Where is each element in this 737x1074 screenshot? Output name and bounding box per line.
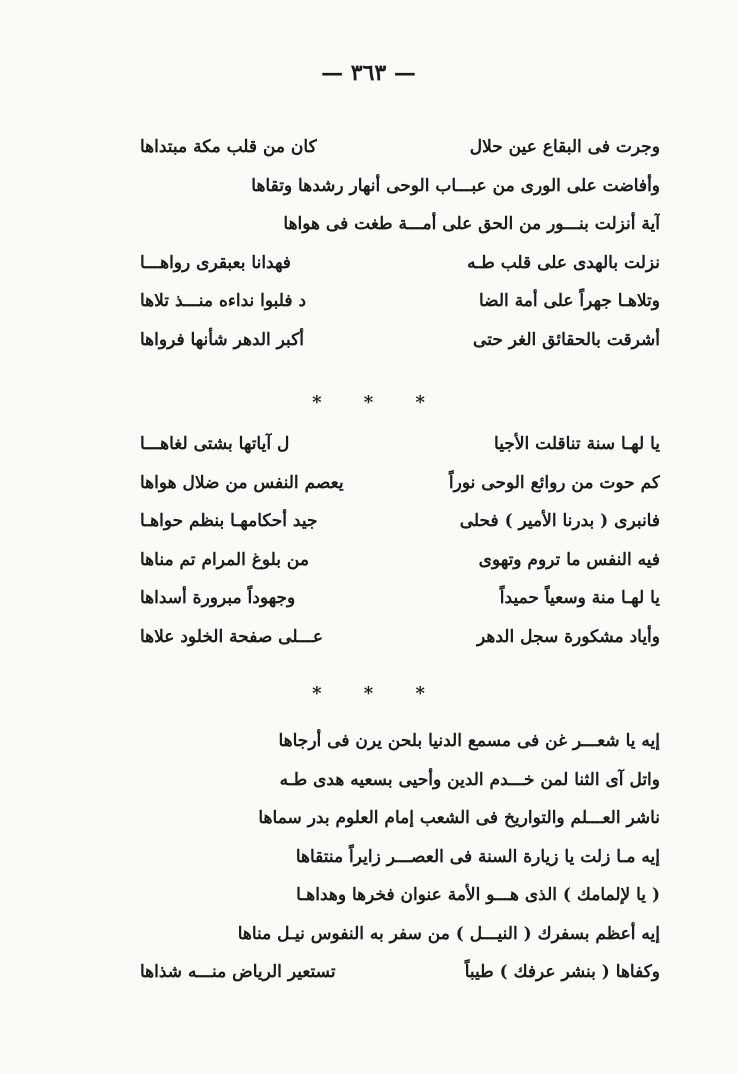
verse-line: وأفاضت على الورى من عبـــاب الوحى أنهار رشدها وتقاها — [251, 175, 660, 196]
verse-line — [140, 502, 660, 541]
verse-line: ناشر العـــلم والتواريخ فى الشعب إمام العلوم بدر سماها — [258, 808, 660, 828]
verse-line — [140, 618, 660, 657]
hemistich-first: أشرقت بالحقائق الغر حتى — [473, 329, 660, 350]
poem-stanza-3 — [140, 722, 660, 992]
hemistich-second: وجهوداً مبرورة أسداها — [140, 588, 296, 608]
hemistich-first: وكفاها ( بنشر عرفك ) طيباً — [464, 962, 660, 982]
asterisk: * — [415, 683, 425, 704]
asterisk: * — [363, 392, 374, 413]
asterisk: * — [415, 392, 425, 413]
asterisk: * — [363, 683, 374, 704]
hemistich-second: من بلوغ المرام تم مناها — [140, 549, 309, 570]
verse-line — [140, 579, 660, 618]
hemistich-first: وأياد مشكورة سجل الدهر — [477, 626, 660, 647]
verse-line — [140, 321, 660, 360]
hemistich-second: أكبر الدهر شأنها فرواها — [140, 329, 305, 350]
page-number: — ٣٦٣ — — [321, 60, 416, 86]
hemistich-first: يا لهـا سنة تناقلت الأجيا — [494, 434, 660, 454]
hemistich-first: فانبرى ( بدرنا الأمير ) فحلى — [459, 511, 660, 531]
hemistich-first: نزلت بالهدى على قلب طـه — [467, 252, 660, 273]
verse-line: إيه يا شعـــر غن فى مسمع الدنيا بلحن يرن فى أرجاها — [278, 731, 660, 751]
poem-stanza-2 — [140, 425, 660, 656]
verse-line: إيه مـا زلت يا زيارة السنة فى العصـــر زايراً منتقاها — [295, 846, 660, 867]
verse-line — [140, 244, 660, 283]
hemistich-second: د فلبوا نداءه منـــذ تلاها — [140, 291, 307, 311]
verse-line — [140, 953, 660, 992]
hemistich-second: كان من قلب مكة مبتداها — [140, 137, 317, 157]
hemistich-first: كم حوت من روائع الوحى نوراً — [448, 472, 660, 493]
hemistich-first: يا لهـا منة وسعياً حميداً — [499, 588, 660, 608]
verse-line: آية أنزلت بنـــور من الحق على أمـــة طغت فى هواها — [283, 214, 660, 234]
poem-stanza-1 — [140, 128, 660, 359]
hemistich-second: تستعير الرياض منـــه شذاها — [140, 962, 336, 982]
hemistich-first: وتلاهـا جهراً على أمة الضا — [478, 291, 660, 311]
hemistich-second: فهدانا بعبقرى رواهـــا — [140, 252, 291, 273]
verse-line: واتل آى الثنا لمن خـــدم الدين وأحيى بسعيه هدى طـه — [279, 769, 660, 790]
hemistich-first: فيه النفس ما تروم وتهوى — [478, 549, 660, 570]
verse-line — [140, 464, 660, 503]
verse-line — [140, 541, 660, 580]
hemistich-second: ل آياتها بشتى لغاهـــا — [140, 434, 290, 454]
verse-line: ( يا لإلمامك ) الذى هـــو الأمة عنوان فخرها وهداهـا — [296, 885, 660, 905]
verse-line — [140, 425, 660, 464]
verse-line: إيه أعظم بسفرك ( النيـــل ) من سفر به النفوس نيـل مناها — [237, 923, 660, 944]
asterisk: * — [312, 392, 322, 413]
asterisk: * — [312, 683, 322, 704]
verse-line — [140, 128, 660, 167]
hemistich-second: يعصم النفس من ضلال هواها — [140, 472, 344, 493]
hemistich-second: عـــلى صفحة الخلود علاها — [140, 626, 324, 647]
verse-line — [140, 282, 660, 321]
hemistich-second: جيد أحكامهـا بنظم حواهـا — [140, 511, 318, 531]
stanza-separator — [0, 683, 737, 704]
hemistich-first: وجرت فى البقاع عين حلال — [469, 137, 660, 157]
stanza-separator — [0, 392, 737, 413]
